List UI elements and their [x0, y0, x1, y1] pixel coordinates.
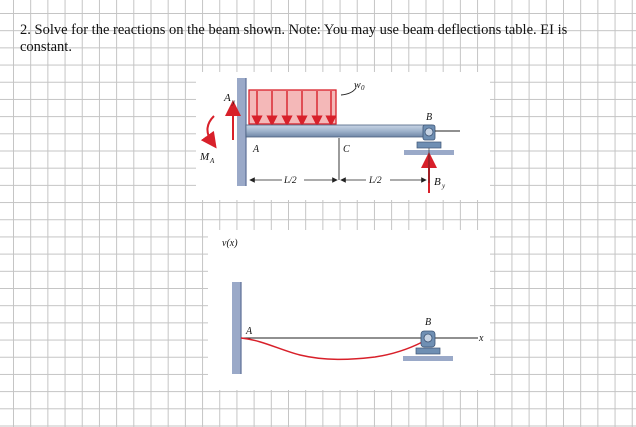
by-label: B [434, 176, 441, 188]
deflection-curve [241, 338, 428, 359]
moment-ma-arrow [207, 116, 214, 142]
deflection-diagram [222, 238, 484, 374]
problem-statement: 2. Solve for the reactions on the beam shown. Note: You may use beam deflections table. EI is constant. [20, 22, 568, 55]
x-axis-label: x [479, 333, 484, 344]
beam-diagram [199, 78, 460, 193]
deflection-point-b-label: B [425, 317, 432, 328]
point-b-label: B [426, 112, 433, 123]
distributed-load [249, 90, 336, 124]
dimension-left-label: L/2 [284, 176, 297, 186]
deflection-wall [232, 282, 241, 374]
point-c-label: C [343, 144, 350, 155]
deflection-point-a-label: A [246, 326, 253, 337]
fixed-wall [237, 78, 246, 186]
w0-subscript: 0 [361, 84, 365, 92]
ma-subscript: A [210, 157, 215, 165]
dimension-right-label: L/2 [369, 176, 382, 186]
point-a-label: A [253, 144, 260, 155]
by-subscript: y [442, 182, 446, 190]
ay-subscript: y [232, 98, 236, 106]
ma-label: M [200, 151, 210, 163]
beam [246, 125, 432, 137]
deflection-roller-support-b [403, 331, 453, 361]
w0-label: w [354, 80, 361, 91]
ay-label: A [224, 92, 231, 104]
vx-axis-label: v(x) [222, 238, 238, 249]
